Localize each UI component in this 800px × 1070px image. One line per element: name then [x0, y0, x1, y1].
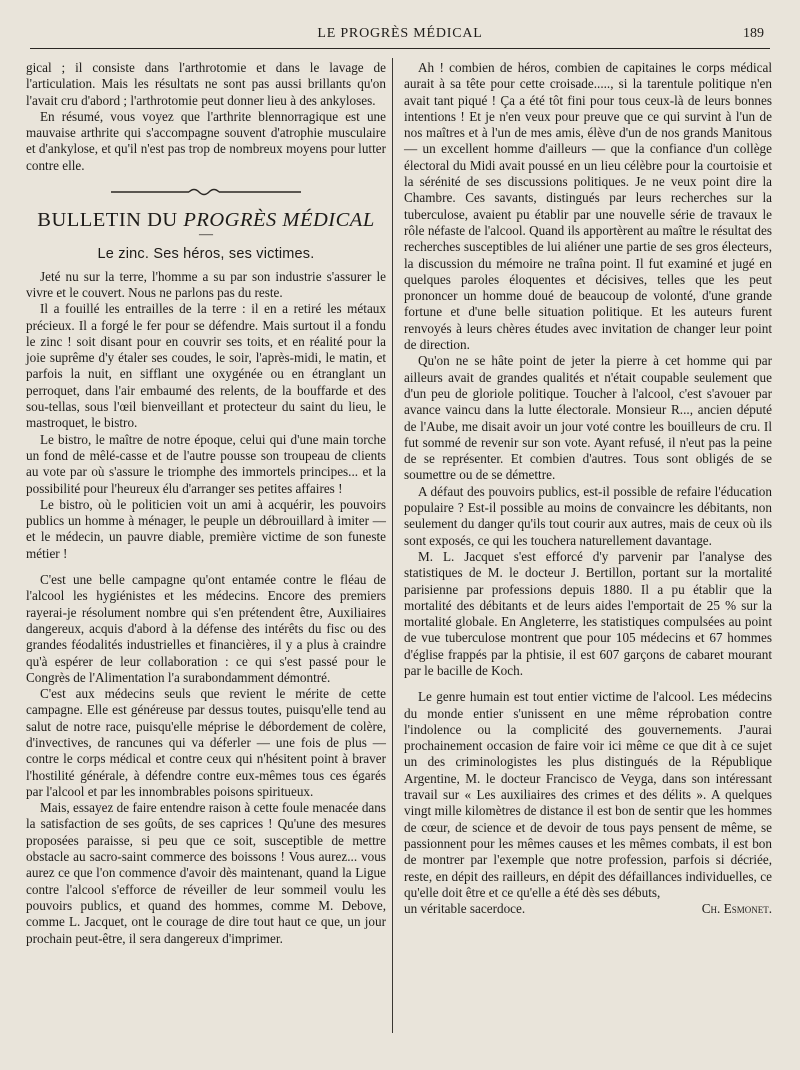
- section-gap: [26, 562, 386, 572]
- paragraph: Jeté nu sur la terre, l'homme a su par son industrie s'assurer le vivre et le couvert. Nous ne parlons pas du reste.: [26, 268, 386, 300]
- page-header: [30, 22, 770, 49]
- paragraph: C'est une belle campagne qu'ont entamée contre le fléau de l'alcool les hygiénistes et les médecins. Encore des premiers rayerai-je résolument nombre qui s'en prétendent être, Auxiliaires dangereux, acquis d'abord à la défense des intérêts du fisc ou des grandes féodalités industrielles et financières, il y a plus à craindre qu'à espérer de leur collaboration : ce qui s'est passé pour le Congrès de l'Alimentation l'a surabondamment démontré.: [26, 572, 386, 685]
- paragraph: C'est aux médecins seuls que revient le mérite de cette campagne. Elle est généreuse par dessus toutes, puisqu'elle tend au salut de notre race, puisqu'elle méprise le débordement de colère, d'invectives, de rancunes qui va déferler — une fois de plus — contre le corps médical et contre ceux qui n'hésitent point à braver l'hostilité générale, à défendre contre eux-mêmes tous ces égarés par l'alcool et par les innombrables poisons spiritueux.: [26, 686, 386, 799]
- paragraph: M. L. Jacquet s'est efforcé d'y parvenir par l'analyse des statistiques de M. le docteur J. Bertillon, portant sur la mortalité parisienne par professions depuis 1880. Il a pu établir que la mortalité des débitants et de leurs aides l'emportait de 25 % sur la mortalité globale. En Angleterre, les statistiques compulsées au point de vue tuberculose montrent que pour 105 médecins et 67 hommes d'église frappés par la phtisie, il est 607 garçons de cabaret mourant par le bacille de Koch.: [404, 548, 772, 678]
- paragraph: gical ; il consiste dans l'arthrotomie et dans le lavage de l'articulation. Mais les résultats ne sont pas aussi brillants qu'on l'avait cru d'abord ; l'arthrotomie peut donner lieu à des ankyloses.: [26, 60, 386, 108]
- article-heading: Le zinc. Ses héros, ses victimes.: [97, 246, 315, 263]
- paragraph: A défaut des pouvoirs publics, est-il possible de refaire l'éducation populaire ? Est-il possible au moins de convaincre les débitants, non seulement du danger qu'ils tout courir aux autres, mais de ceux où ils sont exposés, ce qui les touchera naturellement davantage.: [404, 483, 772, 548]
- right-column: [404, 60, 772, 917]
- bulletin-title: [26, 209, 386, 232]
- paragraph: Mais, essayez de faire entendre raison à cette foule menacée dans la satisfaction de ses goûts, de ses caprices ! Qu'une des mesures proposées paraisse, si peu que ce soit, susceptible de mettre obstacle au sacro-saint commerce des boissons ! Vous aurez... vous aurez ce que l'on commence d'avoir dès maintenant, quand la Ligue contre l'alcool s'efforce de réveiller de leur sommeil voulu les pouvoirs publics, et quand des hommes, comme M. Debove, comme L. Jacquet, ont le courage de dire tout haut ce que, un jour prochain peut-être, il sera dangereux d'imprimer.: [26, 800, 386, 946]
- running-head: LE PROGRÈS MÉDICAL: [317, 26, 483, 41]
- title-dash: —: [199, 227, 213, 243]
- paragraph: Qu'on ne se hâte point de jeter la pierre à cet homme qui par ailleurs avait de grandes qualités et n'était coupable seulement que d'un peu de gloriole politique. Toucher à l'alcool, c'est s'avouer par avance vaincu dans la lutte électorale. Monsieur R..., ancien député de l'Aube, me disait avoir un jour voté contre les bouilleurs de cru. Il fut sommé de revenir sur son vote. Ayant refusé, il n'eut pas la peine de se représenter. Et combien d'autres. Tous sont obligés de se soumettre ou de se démettre.: [404, 353, 772, 483]
- paragraph: Le bistro, où le politicien voit un ami à acquérir, les pouvoirs publics un homme à ménager, le peuple un débrouillard à imiter — et le médecin, un pauvre diable, première victime de son funeste métier !: [26, 496, 386, 561]
- ornamental-separator: [26, 176, 386, 208]
- column-divider: [392, 58, 393, 1033]
- left-column: [26, 60, 386, 947]
- author-signature: Ch. Esmonet.: [701, 901, 772, 917]
- closing-text: un véritable sacerdoce.: [404, 901, 526, 917]
- paragraph: En résumé, vous voyez que l'arthrite blennorragique est une mauvaise arthrite qui s'accompagne souvent d'atrophie musculaire et d'ankylose, et qu'il n'est pas trop de nombreux moyens pour lutter contre elle.: [26, 108, 386, 173]
- section-gap: [404, 679, 772, 689]
- paragraph: Le genre humain est tout entier victime de l'alcool. Les médecins du monde entier s'unissent en une même réprobation contre l'indolence ou la complicité des gouvernements. J'aurai prochainement occasion de faire voir ici même ce que dit à ce sujet un des criminologistes les plus distingués de la République Argentine, M. le docteur Francisco de Veyga, dans son intéressant travail sur « Les auxiliaires des crimes et des délits ». A quelques vingt mille kilomètres de distance il est bon de sentir que les hommes de cœur, de science et de devoir de tous pays pensent de même, se passionnent pour les mêmes causes et les mêmes combats, il est bon de montrer par l'exemple que notre profession, parfois si décriée, reste, en dépit des railleurs, en dépit des défaillances individuelles, ce qu'elle doit être et ce qu'elle a été dès ses débuts,: [404, 689, 772, 900]
- paragraph: Ah ! combien de héros, combien de capitaines le corps médical aurait à sa tête pour cette croisade....., si la tarentule politique n'en avait tant piqué ! Ça a été tôt fini pour tous ceux-là de leurs bonnes intentions ! Et je n'en veux pour preuve que ce qui survint à l'un de nos maîtres et à l'un de mes amis, élève d'un de nos grands Manitous — un excellent homme d'ailleurs — que la confiance d'un collège électoral du Midi avait poussé en un lieu célèbre pour la courtoisie et la sérénité de ses discussions politiques. Je ne veux point dire la Chambre. Ces savants, distingués par leurs recherches sur la tuberculose, avaient pu établir par une nouvelle série de travaux le rôle néfaste de l'alcool. Quand ils apportèrent au maître le résultat des recherches susceptibles de lui aliéner une partie de ses gros électeurs, la discussion du mémoire ne traîna point. Il fut examiné et jugé en quelques paroles éloquentes et décisives, telles que les peut prononcer un homme doué de beaucoup de volonté, d'une grande fortune et d'une belle situation politique. Et les auteurs furent renvoyés à leurs chères études avec invitation de changer leur point de direction.: [404, 60, 772, 353]
- closing-line: [404, 901, 772, 917]
- bulletin-title-italic: PROGRÈS MÉDICAL: [183, 209, 375, 232]
- paragraph: Il a fouillé les entrailles de la terre : il en a retiré les métaux précieux. Il a forgé le fer pour se défendre. Mais surtout il a fondu le zinc ! soit disant pour en couvrir ses toits, et en réalité pour la joie suprême d'y étaler ses coudes, le soir, l'après-midi, le matin, et parfois la nuit, en sifflant une oxygénée ou en étranglant un perroquet, dans l'air embaumé des relents, de la bouffarde et des sou-tellas, sous l'œil bienveillant et protecteur du saint du lieu, le mastroquet, le bistro.: [26, 301, 386, 431]
- page-number: 189: [743, 26, 764, 41]
- bulletin-title-plain: BULLETIN DU: [37, 209, 184, 232]
- paragraph: Le bistro, le maître de notre époque, celui qui d'une main torche un fond de mêlé-casse et de l'autre pousse son troupeau de clients au vote par où s'assure le triomphe des immortels principes... et la possibilité pour l'heureux élu d'arranger ses petites affaires !: [26, 431, 386, 496]
